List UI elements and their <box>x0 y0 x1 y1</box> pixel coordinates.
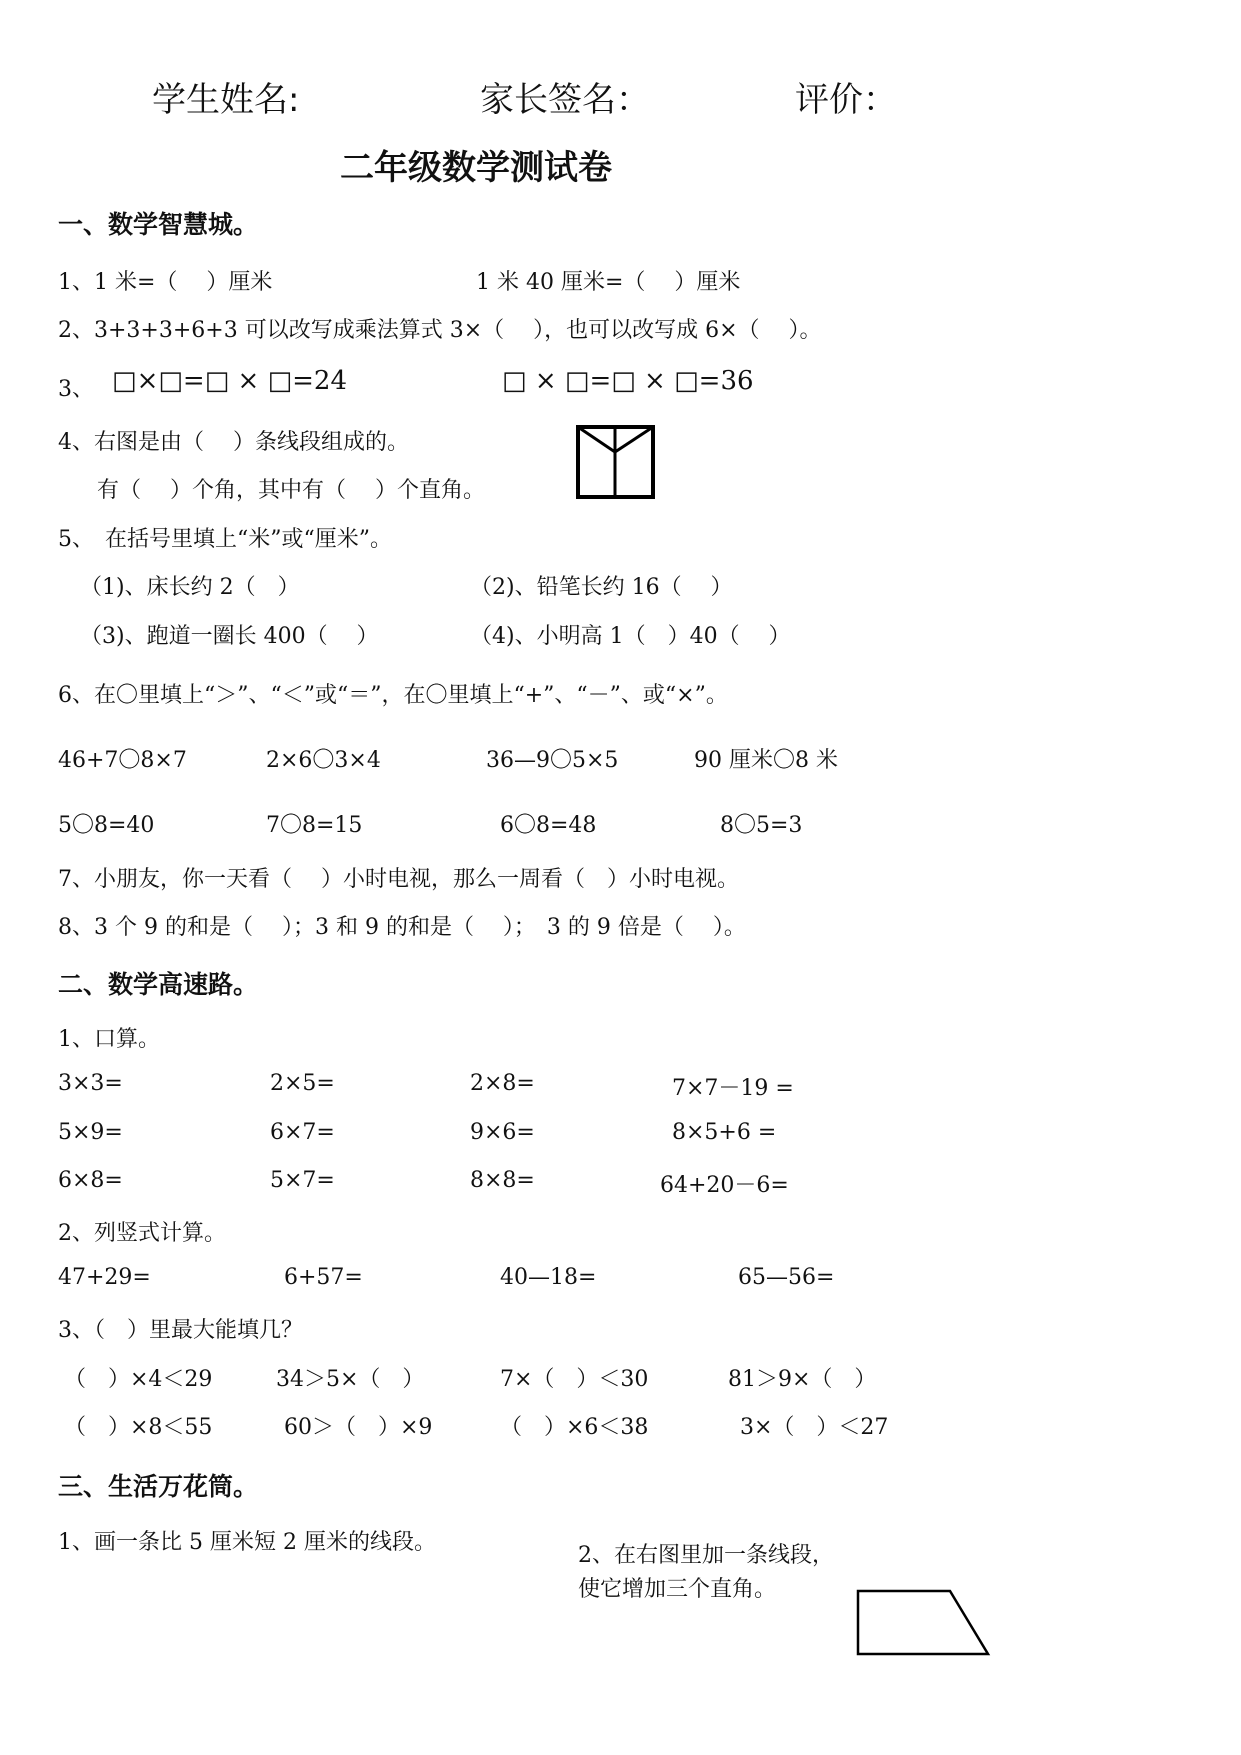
calc-item: 2×8= <box>470 1071 535 1096</box>
calc-item: 5×7= <box>270 1168 335 1193</box>
section2-heading: 二、数学高速路。 <box>58 970 259 999</box>
q3a: □×□=□ × □=24 <box>112 366 348 396</box>
parent-signature-label: 家长签名： <box>480 80 650 120</box>
fill-item: （ ）×4＜29 <box>64 1367 213 1392</box>
q5-2: （2)、铅笔长约 16（ ） <box>470 575 733 600</box>
q3b: □ × □=□ × □=36 <box>502 366 754 396</box>
q1b: 1 米 40 厘米=（ ）厘米 <box>476 270 741 295</box>
calc-item: 9×6= <box>470 1120 535 1145</box>
fill-item: （ ）×8＜55 <box>64 1415 213 1440</box>
calc-item: 6×8= <box>58 1168 123 1193</box>
q7: 7、小朋友，你一天看（ ）小时电视，那么一周看（ ）小时电视。 <box>58 867 739 892</box>
calc-item: 2×5= <box>270 1071 335 1096</box>
fill-item: 34＞5×（ ） <box>276 1367 425 1392</box>
s3-q1: 1、画一条比 5 厘米短 2 厘米的线段。 <box>58 1530 436 1555</box>
trapezoid-figure <box>855 1588 995 1658</box>
fill-item: 3×（ ）＜27 <box>740 1415 889 1440</box>
calc-item: 3×3= <box>58 1071 123 1096</box>
q6-item: 5〇8=40 <box>58 813 155 838</box>
calc-item: 6×7= <box>270 1120 335 1145</box>
q2: 2、3+3+3+6+3 可以改写成乘法算式 3×（ ），也可以改写成 6×（ ）。 <box>58 318 822 343</box>
s2-q3: 3、（ ）里最大能填几？ <box>58 1318 303 1343</box>
q6-item: 46+7〇8×7 <box>58 748 187 773</box>
q6-item: 2×6〇3×4 <box>266 748 381 773</box>
q6-item: 7〇8=15 <box>266 813 363 838</box>
vertical-item: 40—18= <box>500 1265 597 1290</box>
fill-item: 60＞（ ）×9 <box>284 1415 433 1440</box>
calc-item: 8×8= <box>470 1168 535 1193</box>
s2-q2: 2、列竖式计算。 <box>58 1221 226 1246</box>
q5-4: （4)、小明高 1（ ）40（ ） <box>470 624 791 649</box>
student-name-label: 学生姓名: <box>152 80 300 120</box>
calc-item: 8×5+6 = <box>672 1120 777 1145</box>
s3-q2a: 2、在右图里加一条线段， <box>578 1543 834 1568</box>
page-title: 二年级数学测试卷 <box>340 148 612 188</box>
fill-item: （ ）×6＜38 <box>500 1415 649 1440</box>
q4b: 有（ ）个角，其中有（ ）个直角。 <box>97 478 485 503</box>
vertical-item: 65—56= <box>738 1265 835 1290</box>
calc-item: 7×7－19 = <box>672 1076 794 1101</box>
q3-label: 3、 <box>58 377 94 402</box>
section1-heading: 一、数学智慧城。 <box>58 210 259 239</box>
q5-3: （3)、跑道一圈长 400（ ） <box>80 624 379 649</box>
fill-item: 7×（ ）＜30 <box>500 1367 649 1392</box>
q5: 5、 在括号里填上“米”或“厘米”。 <box>58 527 392 552</box>
vertical-item: 47+29= <box>58 1265 151 1290</box>
section3-heading: 三、生活万花筒。 <box>58 1472 259 1501</box>
q6-item: 6〇8=48 <box>500 813 597 838</box>
q8: 8、3 个 9 的和是（ ）；3 和 9 的和是（ ）； 3 的 9 倍是（ ）。 <box>58 915 746 940</box>
calc-item: 64+20－6= <box>660 1173 789 1198</box>
q6: 6、在〇里填上“＞”、“＜”或“＝”，在〇里填上“+”、“－”、或“×”。 <box>58 683 728 708</box>
fill-item: 81＞9×（ ） <box>728 1367 877 1392</box>
segment-figure <box>575 424 657 500</box>
s2-q1: 1、口算。 <box>58 1027 160 1052</box>
evaluation-label: 评价： <box>795 80 897 120</box>
s3-q2b: 使它增加三个直角。 <box>578 1577 777 1602</box>
q1a: 1、1 米=（ ）厘米 <box>58 270 273 295</box>
calc-item: 5×9= <box>58 1120 123 1145</box>
vertical-item: 6+57= <box>284 1265 363 1290</box>
q5-1: （1)、床长约 2（ ） <box>80 575 300 600</box>
q6-item: 90 厘米〇8 米 <box>694 748 838 773</box>
q6-item: 36—9〇5×5 <box>486 748 619 773</box>
q6-item: 8〇5=3 <box>720 813 803 838</box>
q4a: 4、右图是由（ ）条线段组成的。 <box>58 430 409 455</box>
